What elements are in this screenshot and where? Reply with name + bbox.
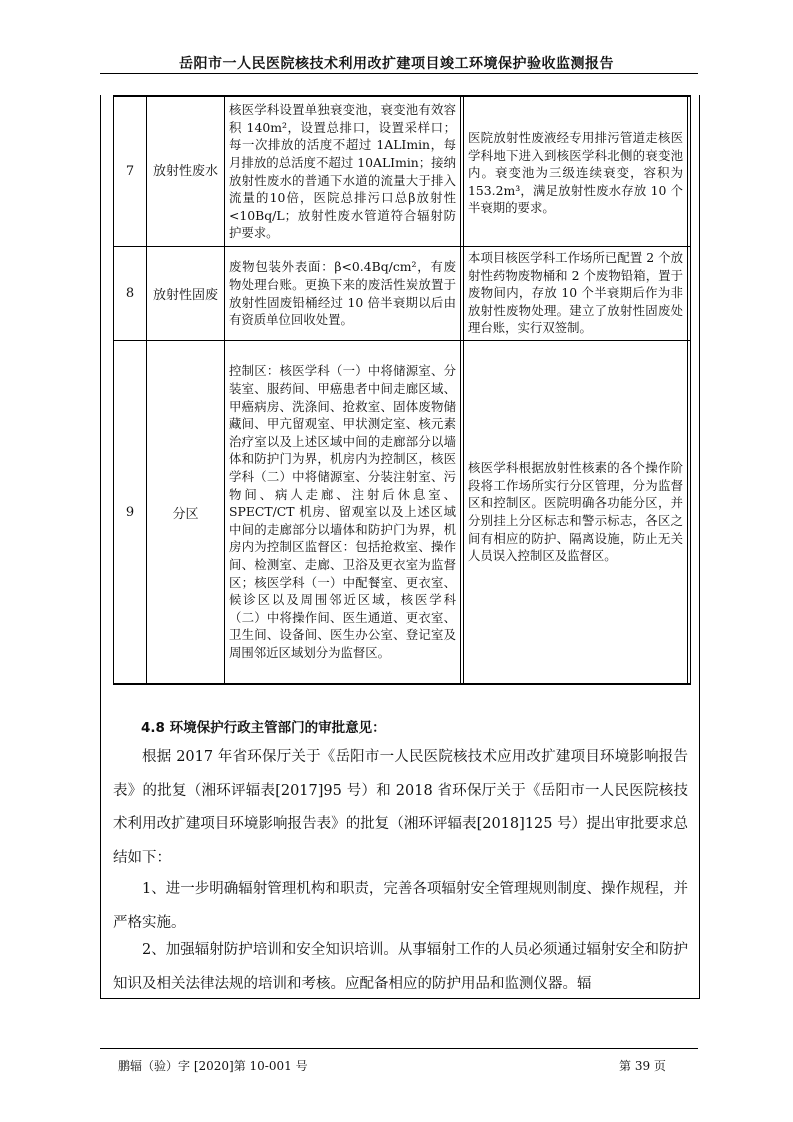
row-item (147, 96, 225, 247)
row-item: 放射性固废 (147, 247, 225, 341)
implementation-text: 核医学科根据放射性核素的各个操作阶段将工作场所实行分区管理，分为监督区和控制区。医院明确各功能分区，并分别挂上分区标志和警示标志，各区之间有相应的防护、隔离设施，防止无关人员误入控制区及监督区。 (468, 460, 683, 564)
requirement-text: 废物包装外表面：β<0.4Bq/cm²，有废物处理台账。更换下来的废活性炭放置于放射性固废铅桶经过 10 倍半衰期以后由有资质单位回收处置。 (229, 259, 456, 328)
page-header-title: 岳阳市一人民医院核技术利用改扩建项目竣工环境保护验收监测报告 (179, 56, 614, 72)
row-requirement (225, 341, 461, 685)
paragraph-requirement-1: 1、进一步明确辐射管理机构和职责，完善各项辐射安全管理规则制度、操作规程，并严格实施。 (113, 881, 688, 931)
paragraph-requirement-2: 2、加强辐射防护培训和安全知识培训。从事辐射工作的人员必须通过辐射安全和防护知识及相关法律法规的培训和考核。应配备相应的防护用品和监测仪器。辐 (113, 942, 688, 992)
footer-page-number: 第 39 页 (619, 1059, 666, 1073)
requirement-text: 核医学科设置单独衰变池，衰变池有效容积 140m²，设置总排口，设置采样口；每一次排放的活度不超过 1ALImin，每月排放的总活度不超过 10ALImin；接纳放射性废水的普通下水道的流量大于排入流量的10倍，医院总排污口总β放射性<10Bq/L；放射性废水管道符合辐射防护要求。 (229, 102, 456, 241)
row-implementation (461, 96, 691, 247)
row-number: 9 (114, 341, 147, 685)
header-rule (100, 73, 698, 74)
table-row (114, 341, 691, 685)
row-number: 7 (114, 96, 147, 247)
requirement-text: 控制区：核医学科（一）中将储源室、分装室、服药间、甲癌患者中间走廊区域、甲癌病房、洗涤间、抢救室、固体废物储藏间、甲亢留观室、甲状测定室、核元素治疗室以及上述区域中间的走廊部分以墙体和防护门为界，机房内为控制区，核医学科（二）中将储源室、分装注射室、污物间、病人走廊、注射后休息室、SPECT/CT 机房、留观室以及上述区域中间的走廊部分以墙体和防护门为界，机房内为控制区监督区：包括抢救室、操作间、检测室、走廊、卫浴及更衣室为监督区；核医学科（一）中配餐室、更衣室、候诊区以及周围邻近区域，核医学科（二）中将操作间、医生通道、更衣室、卫生间、设备间、医生办公室、登记室及周围邻近区域划分为监督区。 (229, 363, 456, 660)
footer-rule (100, 1048, 698, 1049)
row-requirement (225, 247, 461, 341)
implementation-box (463, 341, 688, 683)
row-implementation (461, 247, 691, 341)
row-implementation (461, 341, 691, 685)
implementation-box (463, 247, 688, 340)
footer-doc-number: 鹏辐（验）字 [2020]第 10-001 号 (118, 1059, 308, 1073)
section-title: 4.8 环境保护行政主管部门的审批意见： (141, 720, 386, 736)
row-requirement (225, 96, 461, 247)
implementation-text: 本项目核医学科工作场所已配置 2 个放射性药物废物桶和 2 个废物铅箱，置于废物间内，存放 10 个半衰期后作为非放射性废物处理。建立了放射性固废处理台账，实行双签制。 (468, 250, 683, 336)
table-row (114, 247, 691, 341)
table-row (114, 96, 691, 247)
row-item-label: 放射性废水 (152, 163, 218, 179)
implementation-box (463, 97, 688, 246)
row-item: 分区 (147, 341, 225, 685)
acceptance-table (113, 95, 691, 685)
paragraph-approval-basis: 根据 2017 年省环保厅关于《岳阳市一人民医院核技术应用改扩建项目环境影响报告表》的批复（湘环评辐表[2017]95 号）和 2018 省环保厅关于《岳阳市一人民医院核技术利用改扩建项目环境影响报告表》的批复（湘环评辐表[2018]125 号）提出审批要求总结如下： (113, 749, 688, 866)
implementation-text: 医院放射性废液经专用排污管道走核医学科地下进入到核医学科北侧的衰变池内。衰变池为三级连续衰变，容积为 153.2m³，满足放射性废水存放 10 个半衰期的要求。 (468, 130, 683, 216)
row-number: 8 (114, 247, 147, 341)
